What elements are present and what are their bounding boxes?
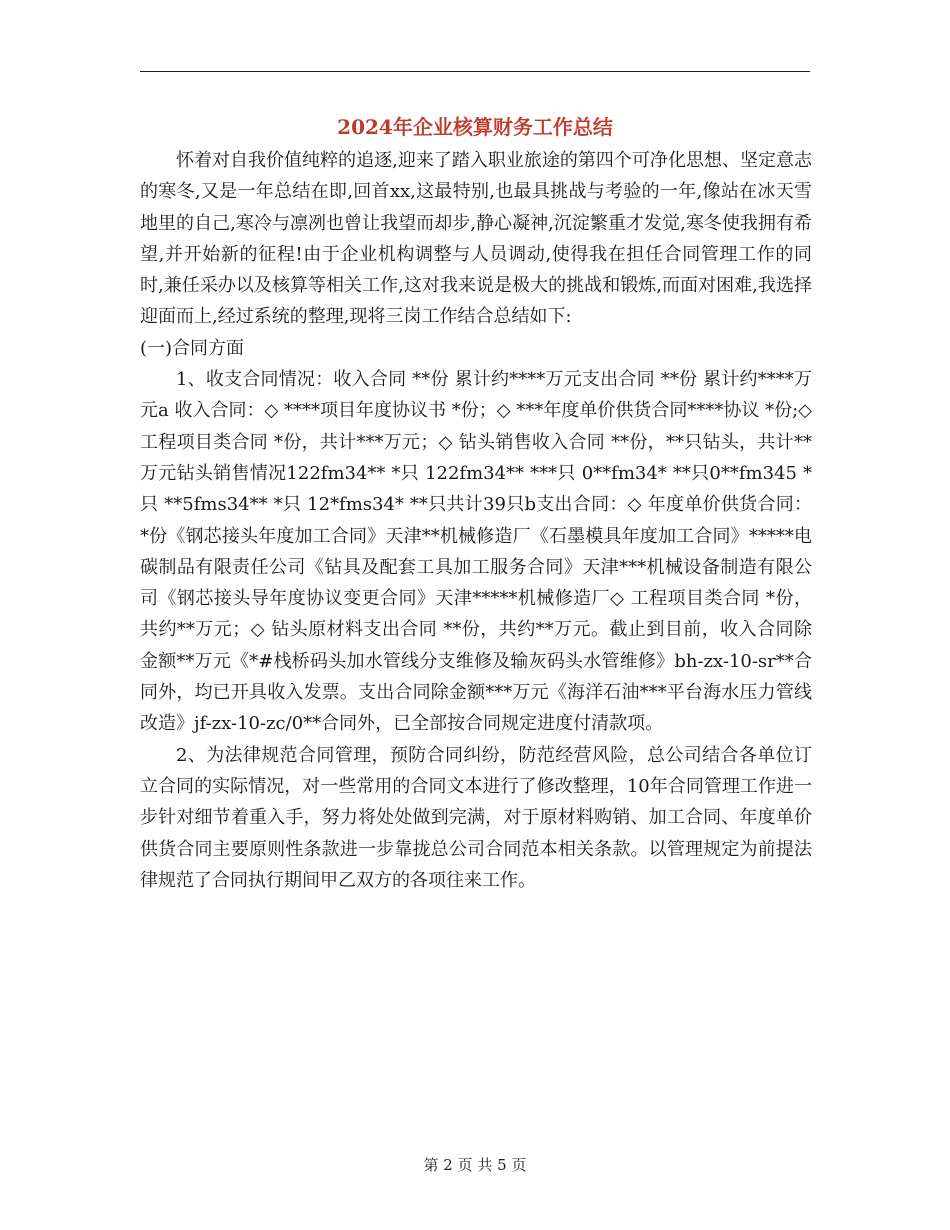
- section-heading: (一)合同方面: [140, 337, 245, 359]
- contract-management-paragraph: 2、为法律规范合同管理，预防合同纠纷，防范经营风险，总公司结合各单位订立合同的实际情况，对一些常用的合同文本进行了修改整理，10年合同管理工作进一步针对细节着重入手，努力将处处做到完满，对于原材料购销、加工合同、年度单价供货合同主要原则性条款进一步靠拢总公司合同范本相关条款。以管理规定为前提法律规范了合同执行期间甲乙双方的各项往来工作。: [140, 744, 812, 891]
- header-rule: [140, 71, 810, 72]
- intro-paragraph: 怀着对自我价值纯粹的追逐,迎来了踏入职业旅途的第四个可净化思想、坚定意志的寒冬,又是一年总结在即,回首xx,这最特别,也最具挑战与考验的一年,像站在冰天雪地里的自己,寒冷与凛冽也曾让我望而却步,静心凝神,沉淀繁重才发觉,寒冬使我拥有希望,并开始新的征程!由于企业机构调整与人员调动,使得我在担任合同管理工作的同时,兼任采办以及核算等相关工作,这对我来说是极大的挑战和锻炼,而面对困难,我选择迎面而上,经过系统的整理,现将三岗工作结合总结如下:: [140, 150, 812, 328]
- page-number-footer: 第 2 页 共 5 页: [423, 1156, 527, 1174]
- document-title: 2024年企业核算财务工作总结: [337, 115, 613, 139]
- contract-summary-paragraph: 1、收支合同情况：收入合同 **份 累计约****万元支出合同 **份 累计约****万元a 收入合同：◇ ****项目年度协议书 *份；◇ ***年度单价供货合同****协议 *份;◇ 工程项目类合同 *份，共计***万元；◇ 钻头销售收入合同 **份，**只钻头，共计**万元钻头销售情况122fm34** *只 122fm34** ***只 0**fm34* **只0**fm345 *只 **5fms34** *只 12*fms34* **只共计39只b支出合同：◇ 年度单价供货合同：*份《钢芯接头年度加工合同》天津**机械修造厂《石墨模具年度加工合同》*****电碳制品有限责任公司《钻具及配套工具加工服务合同》天津***机械设备制造有限公司《钢芯接头导年度协议变更合同》天津*****机械修造厂◇ 工程项目类合同 *份，共约**万元；◇ 钻头原材料支出合同 **份，共约**万元。截止到目前，收入合同除金额**万元《*#栈桥码头加水管线分支维修及输灰码头水管维修》bh-zx-10-sr**合同外，均已开具收入发票。支出合同除金额***万元《海洋石油***平台海水压力管线改造》jf-zx-10-zc/0**合同外，已全部按合同规定进度付清款项。: [140, 369, 812, 735]
- document-body: [140, 145, 812, 896]
